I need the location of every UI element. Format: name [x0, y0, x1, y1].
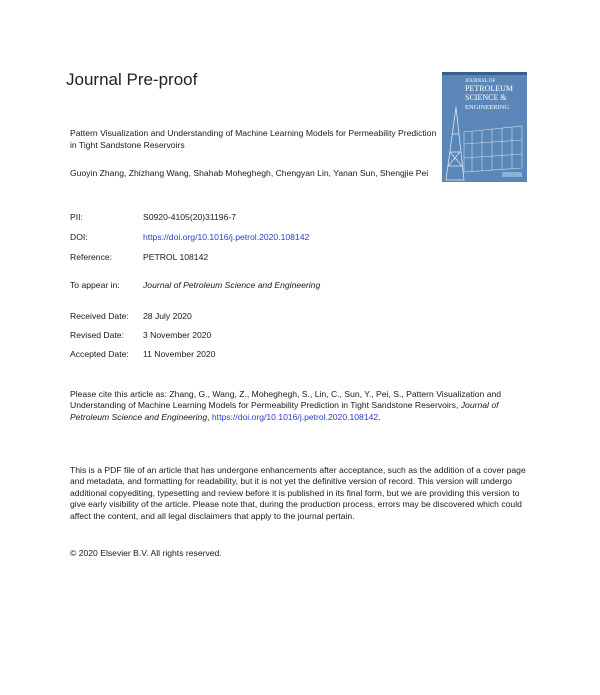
cover-line-4: ENGINEERING: [465, 104, 510, 111]
cover-line-3: SCIENCE &: [465, 93, 507, 102]
journal-cover-image: [442, 72, 527, 182]
cover-line-1: JOURNAL OF: [465, 79, 496, 84]
cover-line-2: PETROLEUM: [465, 84, 513, 93]
revised-value: 3 November 2020: [143, 330, 212, 340]
citation-doi-link[interactable]: https://doi.org/10.1016/j.petrol.2020.108142: [211, 411, 379, 422]
copyright-text: © 2020 Elsevier B.V. All rights reserved.: [70, 548, 222, 558]
citation-text: Please cite this article as: Zhang, G., Wang, Z., Moheghegh, S., Lin, C., Sun, Y., Pei, S., Pattern Visualization and Understanding of Machine Learning Models for Permeability Prediction in Tight Sandstone Reservoirs,: [70, 389, 502, 411]
article-title: Pattern Visualization and Understanding of Machine Learning Models for Permeability Prediction in Tight Sandstone Reservoirs: [70, 128, 437, 150]
preproof-notice: This is a PDF file of an article that has undergone enhancements after acceptance, such as the addition of a cover page and metadata, and formatting for readability, but it is not yet the definitive version of record. This version will undergo additional copyediting, typesetting and review before it is published in its final form, but we are providing this version to give early visibility of the article. Please note that, during the production process, errors may be discovered which could affect the content, and all legal disclaimers that apply to the journal pertain.: [70, 465, 526, 521]
doi-link[interactable]: https://doi.org/10.1016/j.petrol.2020.108142: [143, 232, 310, 242]
pii-value: S0920-4105(20)31196-7: [143, 212, 237, 222]
appear-label: To appear in:: [70, 280, 120, 290]
author-list: Guoyin Zhang, Zhizhang Wang, Shahab Moheghegh, Chengyan Lin, Yanan Sun, Shengjie Pei: [70, 168, 429, 178]
citation-suffix: .: [378, 411, 381, 422]
pii-label: PII:: [70, 212, 83, 222]
received-value: 28 July 2020: [143, 311, 192, 321]
doi-label: DOI:: [70, 232, 88, 242]
accepted-label: Accepted Date:: [70, 349, 129, 359]
journal-title: Journal Pre-proof: [66, 70, 198, 89]
reference-label: Reference:: [70, 252, 113, 262]
received-label: Received Date:: [70, 311, 129, 321]
citation-separator: ,: [207, 411, 212, 422]
reference-value: PETROL 108142: [143, 252, 209, 262]
revised-label: Revised Date:: [70, 330, 124, 340]
accepted-value: 11 November 2020: [143, 349, 216, 359]
citation-paragraph: [70, 389, 522, 423]
citation-journal: Journal of Petroleum Science and Engineering: [70, 400, 499, 422]
appear-value: Journal of Petroleum Science and Engineering: [143, 280, 321, 290]
